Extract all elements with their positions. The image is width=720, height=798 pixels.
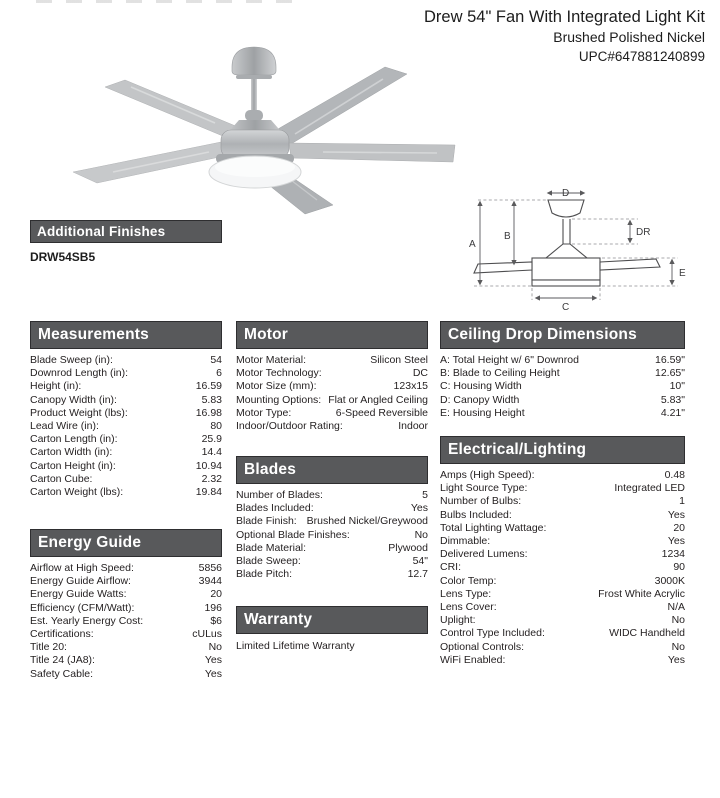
spec-label: Efficiency (CFM/Watt):: [30, 601, 135, 614]
spec-label: Downrod Length (in):: [30, 367, 129, 380]
section-ceiling-drop-dimensions: [440, 321, 685, 420]
spec-value: cULus: [192, 628, 222, 641]
section-energy-guide: [30, 529, 222, 681]
product-upc: UPC#647881240899: [578, 49, 705, 64]
spec-row: [440, 627, 685, 640]
spec-value: 3000K: [654, 574, 685, 587]
spec-value: 4.21": [660, 406, 685, 419]
spec-row: [30, 602, 222, 615]
spec-label: CRI:: [440, 561, 461, 574]
spec-row: [30, 460, 222, 473]
spec-value: 25.9: [201, 433, 222, 446]
spec-label: Uplight:: [440, 614, 476, 627]
spec-row: [236, 394, 428, 407]
spec-row: [440, 654, 685, 667]
spec-value: Plywood: [388, 541, 428, 554]
spec-value: Frost White Acrylic: [598, 587, 685, 600]
spec-value: 6-Speed Reversible: [335, 406, 428, 419]
ceiling-drop-rows: [440, 349, 685, 420]
spec-row: [30, 380, 222, 393]
spec-label: Certifications:: [30, 628, 94, 641]
spec-row: [30, 433, 222, 446]
ceiling-fan-product-image: [33, 24, 465, 216]
spec-value: Yes: [667, 653, 685, 666]
spec-row: [30, 446, 222, 459]
spec-row: [30, 668, 222, 681]
section-warranty: [236, 606, 428, 652]
spec-label: Number of Bulbs:: [440, 495, 522, 508]
spec-label: Dimmable:: [440, 535, 491, 548]
spec-value: Indoor: [398, 420, 428, 433]
spec-label: Blade Material:: [236, 541, 307, 554]
spec-value: 196: [204, 601, 222, 614]
section-header-measurements: Measurements: [30, 321, 222, 349]
spec-label: Carton Cube:: [30, 472, 93, 485]
spec-value: 20: [673, 521, 685, 534]
spec-value: $6: [210, 614, 222, 627]
spec-label: D: Canopy Width: [440, 393, 520, 406]
spec-label: Optional Controls:: [440, 640, 525, 653]
spec-value: Integrated LED: [614, 482, 685, 495]
spec-value: 1234: [661, 548, 685, 561]
energy-guide-rows: [30, 557, 222, 681]
spec-value: N/A: [667, 601, 685, 614]
spec-row: [30, 486, 222, 499]
spec-row: [440, 561, 685, 574]
spec-label: Lens Cover:: [440, 601, 497, 614]
section-blades: [236, 456, 428, 581]
spec-row: [30, 407, 222, 420]
spec-row: [440, 469, 685, 482]
spec-value: Yes: [667, 508, 685, 521]
spec-label: Product Weight (lbs):: [30, 406, 128, 419]
spec-value: 16.98: [195, 406, 222, 419]
spec-label: Total Lighting Wattage:: [440, 521, 547, 534]
section-measurements: [30, 321, 222, 499]
spec-value: 54: [210, 354, 222, 366]
spec-value: No: [414, 528, 428, 541]
spec-label: Height (in):: [30, 380, 82, 393]
section-header-blades: Blades: [236, 456, 428, 484]
spec-value: 12.7: [407, 568, 428, 581]
spec-value: DC: [412, 367, 428, 380]
spec-label: B: Blade to Ceiling Height: [440, 367, 560, 380]
ceiling-drop-diagram: [460, 182, 712, 314]
spec-label: Blades Included:: [236, 502, 314, 515]
spec-value: 54": [412, 555, 428, 568]
spec-label: Light Source Type:: [440, 482, 528, 495]
diagram-label-a: A: [469, 239, 476, 250]
spec-value: 90: [673, 561, 685, 574]
spec-label: Mounting Options:: [236, 393, 322, 406]
spec-row: [440, 601, 685, 614]
spec-label: Blade Finish:: [236, 515, 297, 528]
spec-row: [236, 407, 428, 420]
spec-label: WiFi Enabled:: [440, 653, 506, 666]
product-title: Drew 54" Fan With Integrated Light Kit: [424, 8, 705, 26]
section-electrical-lighting: [440, 436, 685, 667]
diagram-label-e: E: [679, 268, 686, 279]
spec-label: Lead Wire (in):: [30, 420, 99, 433]
spec-row: [236, 529, 428, 542]
spec-label: Bulbs Included:: [440, 508, 512, 521]
spec-label: Indoor/Outdoor Rating:: [236, 420, 343, 433]
spec-label: Energy Guide Airflow:: [30, 575, 131, 588]
spec-label: Motor Technology:: [236, 367, 322, 380]
spec-row: [30, 575, 222, 588]
spec-value: Yes: [410, 502, 428, 515]
section-header-motor: Motor: [236, 321, 428, 349]
spec-row: [440, 482, 685, 495]
spec-label: Title 24 (JA8):: [30, 654, 95, 667]
spec-value: WIDC Handheld: [609, 627, 685, 640]
spec-label: Optional Blade Finishes:: [236, 528, 350, 541]
spec-label: Control Type Included:: [440, 627, 545, 640]
spec-label: Airflow at High Speed:: [30, 562, 134, 574]
spec-row: [440, 394, 685, 407]
spec-row: [440, 354, 685, 367]
section-additional-finishes: [30, 220, 222, 264]
spec-label: Blade Sweep (in):: [30, 354, 113, 366]
spec-label: Carton Width (in):: [30, 446, 113, 459]
measurements-rows: [30, 349, 222, 499]
spec-label: Number of Blades:: [236, 489, 323, 501]
spec-row: [30, 641, 222, 654]
spec-row: [236, 515, 428, 528]
spec-label: Color Temp:: [440, 574, 497, 587]
spec-label: C: Housing Width: [440, 380, 522, 393]
spec-value: 10": [669, 380, 685, 393]
cropped-logo-strip: [36, 0, 294, 3]
spec-row: [440, 367, 685, 380]
spec-row: [30, 562, 222, 575]
spec-value: Yes: [667, 535, 685, 548]
spec-value: Yes: [204, 654, 222, 667]
spec-row: [236, 542, 428, 555]
spec-row: [30, 367, 222, 380]
spec-value: 10.94: [195, 459, 222, 472]
section-header-electrical-lighting: Electrical/Lighting: [440, 436, 685, 464]
diagram-label-d: D: [562, 188, 570, 199]
spec-label: Carton Weight (lbs):: [30, 486, 124, 499]
spec-label: Carton Height (in):: [30, 459, 116, 472]
spec-label: Delivered Lumens:: [440, 548, 528, 561]
spec-row: [440, 509, 685, 522]
spec-label: Motor Size (mm):: [236, 380, 317, 393]
spec-label: Blade Pitch:: [236, 568, 293, 581]
spec-label: E: Housing Height: [440, 406, 525, 419]
spec-value: Silicon Steel: [370, 354, 428, 366]
spec-row: [236, 380, 428, 393]
spec-value: 16.59": [654, 354, 685, 366]
spec-value: No: [671, 614, 685, 627]
spec-row: [440, 614, 685, 627]
spec-row: [30, 420, 222, 433]
spec-row: [30, 394, 222, 407]
spec-label: Energy Guide Watts:: [30, 588, 127, 601]
spec-row: [236, 354, 428, 367]
spec-value: 1: [679, 495, 685, 508]
spec-label: A: Total Height w/ 6" Downrod: [440, 354, 579, 366]
spec-row: [440, 641, 685, 654]
spec-row: [440, 575, 685, 588]
spec-row: [440, 522, 685, 535]
spec-label: Motor Material:: [236, 354, 307, 366]
spec-value: 5: [422, 489, 428, 501]
spec-row: [440, 407, 685, 420]
warranty-text: Limited Lifetime Warranty: [236, 640, 355, 652]
spec-label: Title 20:: [30, 641, 67, 654]
spec-label: Blade Sweep:: [236, 555, 301, 568]
model-number: DRW54SB5: [30, 250, 96, 264]
spec-row: [440, 380, 685, 393]
spec-value: 12.65": [654, 367, 685, 380]
spec-value: 14.4: [201, 446, 222, 459]
spec-row: [236, 367, 428, 380]
diagram-label-b: B: [504, 231, 511, 242]
spec-row: [30, 473, 222, 486]
motor-rows: [236, 349, 428, 433]
spec-value: 6: [216, 367, 222, 380]
spec-value: 19.84: [195, 486, 222, 499]
spec-label: Canopy Width (in):: [30, 393, 117, 406]
product-finish: Brushed Polished Nickel: [553, 29, 705, 45]
spec-value: 5.83: [201, 393, 222, 406]
spec-row: [30, 654, 222, 667]
spec-row: [30, 354, 222, 367]
section-header-warranty: Warranty: [236, 606, 428, 634]
section-header-additional-finishes: Additional Finishes: [30, 220, 222, 243]
spec-label: Safety Cable:: [30, 667, 94, 680]
spec-label: Est. Yearly Energy Cost:: [30, 614, 144, 627]
spec-value: Yes: [204, 667, 222, 680]
spec-value: No: [671, 640, 685, 653]
spec-label: Amps (High Speed):: [440, 469, 535, 481]
spec-label: Lens Type:: [440, 587, 492, 600]
diagram-label-c: C: [562, 302, 570, 313]
title-block: [424, 7, 705, 66]
spec-value: 80: [210, 420, 222, 433]
spec-row: [236, 568, 428, 581]
spec-row: [236, 555, 428, 568]
spec-value: 20: [210, 588, 222, 601]
blades-rows: [236, 484, 428, 581]
spec-value: 0.48: [664, 469, 685, 481]
spec-value: 3944: [198, 575, 222, 588]
spec-value: Brushed Nickel/Greywood: [306, 515, 428, 528]
spec-value: 5856: [198, 562, 222, 574]
spec-row: [440, 495, 685, 508]
spec-value: Flat or Angled Ceiling: [328, 393, 428, 406]
section-motor: [236, 321, 428, 433]
spec-value: 16.59: [195, 380, 222, 393]
section-header-energy-guide: Energy Guide: [30, 529, 222, 557]
spec-row: [440, 588, 685, 601]
spec-label: Motor Type:: [236, 406, 292, 419]
spec-row: [236, 489, 428, 502]
spec-row: [440, 548, 685, 561]
diagram-label-dr: DR: [636, 227, 651, 238]
spec-label: Carton Length (in):: [30, 433, 118, 446]
spec-value: No: [208, 641, 222, 654]
electrical-rows: [440, 464, 685, 667]
spec-row: [440, 535, 685, 548]
spec-row: [30, 628, 222, 641]
spec-value: 2.32: [201, 472, 222, 485]
spec-row: [30, 588, 222, 601]
section-header-ceiling-drop: Ceiling Drop Dimensions: [440, 321, 685, 349]
spec-row: [30, 615, 222, 628]
spec-value: 5.83": [660, 393, 685, 406]
spec-row: [236, 502, 428, 515]
spec-value: 123x15: [393, 380, 428, 393]
spec-row: [236, 420, 428, 433]
